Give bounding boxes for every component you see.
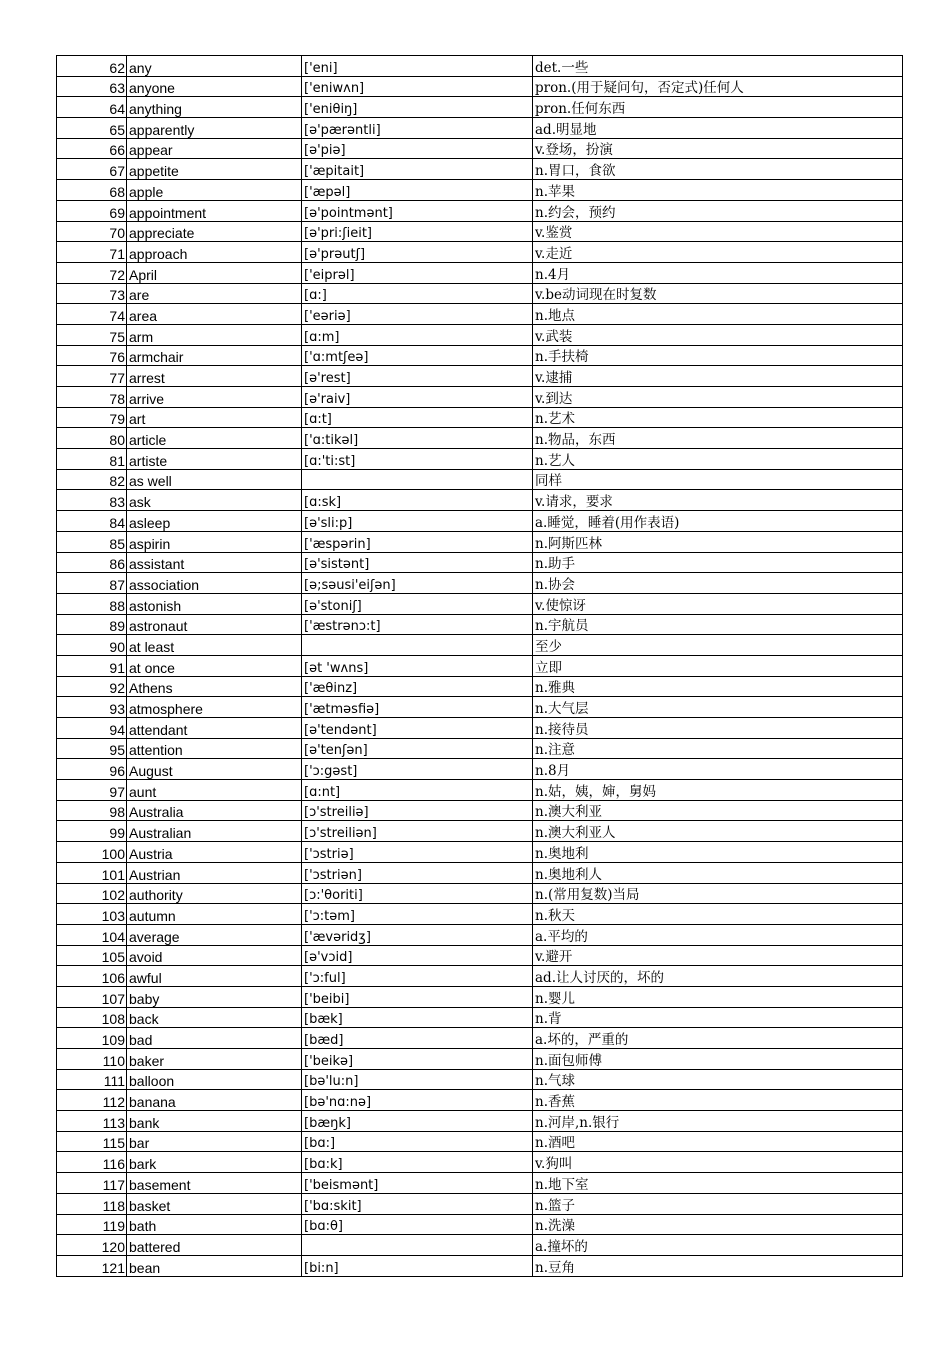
entry-phonetic: ['beikə]: [302, 1049, 533, 1070]
table-row: [57, 138, 903, 159]
entry-phonetic: ['eniθiŋ]: [302, 97, 533, 118]
entry-phonetic: [bɑ:]: [302, 1131, 533, 1152]
entry-phonetic: ['æpəl]: [302, 180, 533, 201]
entry-number: 101: [57, 862, 127, 883]
entry-meaning: a.坏的，严重的: [533, 1028, 903, 1049]
table-row: [57, 324, 903, 345]
entry-meaning: v.狗叫: [533, 1152, 903, 1173]
entry-word: article: [127, 428, 302, 449]
entry-phonetic: ['ɔ:ful]: [302, 966, 533, 987]
entry-word: Athens: [127, 676, 302, 697]
entry-word: appreciate: [127, 221, 302, 242]
entry-phonetic: ['eəriə]: [302, 304, 533, 325]
entry-word: as well: [127, 469, 302, 490]
entry-phonetic: ['ætməsfiə]: [302, 697, 533, 718]
entry-word: bath: [127, 1214, 302, 1235]
entry-word: ask: [127, 490, 302, 511]
table-row: [57, 883, 903, 904]
entry-word: average: [127, 924, 302, 945]
table-row: [57, 738, 903, 759]
entry-phonetic: ['æpitait]: [302, 159, 533, 180]
entry-phonetic: [ɔ'streiliə]: [302, 800, 533, 821]
entry-number: 109: [57, 1028, 127, 1049]
entry-phonetic: [ɔ:'θoriti]: [302, 883, 533, 904]
entry-word: Austrian: [127, 862, 302, 883]
entry-number: 85: [57, 531, 127, 552]
entry-number: 106: [57, 966, 127, 987]
entry-word: astronaut: [127, 614, 302, 635]
entry-word: at once: [127, 655, 302, 676]
entry-word: authority: [127, 883, 302, 904]
table-row: [57, 718, 903, 739]
entry-meaning: n.奥地利: [533, 842, 903, 863]
entry-number: 88: [57, 593, 127, 614]
entry-meaning: a.睡觉，睡着(用作表语): [533, 511, 903, 532]
entry-number: 70: [57, 221, 127, 242]
entry-number: 62: [57, 56, 127, 77]
entry-number: 92: [57, 676, 127, 697]
entry-number: 84: [57, 511, 127, 532]
entry-phonetic: [ə'pri:ʃieit]: [302, 221, 533, 242]
entry-word: aunt: [127, 780, 302, 801]
entry-meaning: n.手扶椅: [533, 345, 903, 366]
entry-meaning: n.豆角: [533, 1255, 903, 1276]
entry-meaning: v.请求，要求: [533, 490, 903, 511]
entry-word: astonish: [127, 593, 302, 614]
entry-word: bad: [127, 1028, 302, 1049]
entry-number: 99: [57, 821, 127, 842]
table-row: [57, 221, 903, 242]
entry-word: bark: [127, 1152, 302, 1173]
entry-phonetic: [ə'rest]: [302, 366, 533, 387]
entry-number: 80: [57, 428, 127, 449]
table-row: [57, 1007, 903, 1028]
table-row: [57, 1173, 903, 1194]
entry-meaning: n.协会: [533, 573, 903, 594]
entry-word: April: [127, 262, 302, 283]
entry-phonetic: ['æθinz]: [302, 676, 533, 697]
entry-word: awful: [127, 966, 302, 987]
entry-meaning: n.秋天: [533, 904, 903, 925]
entry-number: 74: [57, 304, 127, 325]
entry-phonetic: [ɑ:]: [302, 283, 533, 304]
table-row: [57, 159, 903, 180]
entry-number: 87: [57, 573, 127, 594]
entry-word: apparently: [127, 118, 302, 139]
entry-word: assistant: [127, 552, 302, 573]
entry-phonetic: ['ɔstriə]: [302, 842, 533, 863]
table-row: [57, 573, 903, 594]
entry-phonetic: [bæd]: [302, 1028, 533, 1049]
entry-phonetic: [ɑ:sk]: [302, 490, 533, 511]
entry-word: avoid: [127, 945, 302, 966]
entry-word: anyone: [127, 76, 302, 97]
table-row: [57, 862, 903, 883]
table-row: [57, 180, 903, 201]
entry-meaning: v.走近: [533, 242, 903, 263]
entry-word: art: [127, 407, 302, 428]
entry-number: 75: [57, 324, 127, 345]
entry-phonetic: [ɑ:'ti:st]: [302, 449, 533, 470]
entry-word: apple: [127, 180, 302, 201]
vocabulary-table-body: [57, 56, 903, 1277]
entry-number: 93: [57, 697, 127, 718]
entry-phonetic: [ə'pointmənt]: [302, 200, 533, 221]
entry-word: attention: [127, 738, 302, 759]
entry-meaning: a.撞坏的: [533, 1235, 903, 1256]
table-row: [57, 842, 903, 863]
entry-number: 66: [57, 138, 127, 159]
entry-number: 102: [57, 883, 127, 904]
entry-phonetic: [ə'tenʃən]: [302, 738, 533, 759]
entry-word: arrest: [127, 366, 302, 387]
entry-phonetic: ['ɔ:gəst]: [302, 759, 533, 780]
table-row: [57, 449, 903, 470]
entry-number: 103: [57, 904, 127, 925]
table-row: [57, 490, 903, 511]
table-row: [57, 614, 903, 635]
entry-phonetic: [302, 635, 533, 656]
table-row: [57, 759, 903, 780]
entry-meaning: v.逮捕: [533, 366, 903, 387]
table-row: [57, 552, 903, 573]
entry-meaning: n.洗澡: [533, 1214, 903, 1235]
entry-phonetic: [302, 1235, 533, 1256]
table-row: [57, 676, 903, 697]
entry-meaning: n.接待员: [533, 718, 903, 739]
table-row: [57, 407, 903, 428]
entry-word: Austria: [127, 842, 302, 863]
entry-meaning: n.香蕉: [533, 1090, 903, 1111]
entry-number: 83: [57, 490, 127, 511]
entry-number: 86: [57, 552, 127, 573]
entry-word: arrive: [127, 387, 302, 408]
entry-word: association: [127, 573, 302, 594]
table-row: [57, 945, 903, 966]
entry-meaning: det.一些: [533, 56, 903, 77]
entry-meaning: n.助手: [533, 552, 903, 573]
entry-phonetic: [bæŋk]: [302, 1111, 533, 1132]
table-row: [57, 904, 903, 925]
entry-phonetic: [ə'prəutʃ]: [302, 242, 533, 263]
entry-number: 71: [57, 242, 127, 263]
entry-phonetic: [bi:n]: [302, 1255, 533, 1276]
entry-phonetic: [ə'piə]: [302, 138, 533, 159]
entry-meaning: n.雅典: [533, 676, 903, 697]
entry-phonetic: ['bɑ:skit]: [302, 1193, 533, 1214]
entry-number: 76: [57, 345, 127, 366]
entry-meaning: n.地下室: [533, 1173, 903, 1194]
table-row: [57, 1090, 903, 1111]
table-row: [57, 387, 903, 408]
entry-meaning: v.be动词现在时复数: [533, 283, 903, 304]
table-row: [57, 283, 903, 304]
entry-phonetic: ['æspərin]: [302, 531, 533, 552]
entry-number: 111: [57, 1069, 127, 1090]
entry-word: baby: [127, 986, 302, 1007]
entry-phonetic: ['ævəridʒ]: [302, 924, 533, 945]
table-row: [57, 345, 903, 366]
entry-word: Australian: [127, 821, 302, 842]
entry-number: 98: [57, 800, 127, 821]
table-row: [57, 531, 903, 552]
entry-number: 94: [57, 718, 127, 739]
entry-number: 90: [57, 635, 127, 656]
table-row: [57, 1069, 903, 1090]
entry-word: battered: [127, 1235, 302, 1256]
entry-number: 120: [57, 1235, 127, 1256]
table-row: [57, 986, 903, 1007]
entry-word: arm: [127, 324, 302, 345]
entry-number: 113: [57, 1111, 127, 1132]
entry-number: 91: [57, 655, 127, 676]
entry-number: 110: [57, 1049, 127, 1070]
entry-word: approach: [127, 242, 302, 263]
entry-word: asleep: [127, 511, 302, 532]
entry-number: 105: [57, 945, 127, 966]
entry-phonetic: [ɑ:t]: [302, 407, 533, 428]
table-row: [57, 1214, 903, 1235]
entry-meaning: n.澳大利亚: [533, 800, 903, 821]
entry-word: back: [127, 1007, 302, 1028]
table-row: [57, 200, 903, 221]
entry-meaning: n.艺术: [533, 407, 903, 428]
entry-phonetic: [ə'sistənt]: [302, 552, 533, 573]
entry-meaning: v.使惊讶: [533, 593, 903, 614]
table-row: [57, 1028, 903, 1049]
entry-word: appear: [127, 138, 302, 159]
table-row: [57, 1235, 903, 1256]
entry-meaning: n.4月: [533, 262, 903, 283]
entry-meaning: n.(常用复数)当局: [533, 883, 903, 904]
entry-number: 81: [57, 449, 127, 470]
entry-meaning: n.物品，东西: [533, 428, 903, 449]
table-row: [57, 1131, 903, 1152]
table-row: [57, 697, 903, 718]
entry-phonetic: [ə'vɔid]: [302, 945, 533, 966]
entry-phonetic: [bə'lu:n]: [302, 1069, 533, 1090]
entry-meaning: n.澳大利亚人: [533, 821, 903, 842]
entry-phonetic: ['ɔ:təm]: [302, 904, 533, 925]
entry-meaning: ad.明显地: [533, 118, 903, 139]
entry-word: basket: [127, 1193, 302, 1214]
entry-number: 117: [57, 1173, 127, 1194]
entry-phonetic: ['eniwʌn]: [302, 76, 533, 97]
table-row: [57, 1255, 903, 1276]
table-row: [57, 655, 903, 676]
entry-number: 121: [57, 1255, 127, 1276]
entry-meaning: n.篮子: [533, 1193, 903, 1214]
entry-phonetic: ['ɔstriən]: [302, 862, 533, 883]
entry-phonetic: [ət 'wʌns]: [302, 655, 533, 676]
entry-word: area: [127, 304, 302, 325]
entry-phonetic: [ɔ'streiliən]: [302, 821, 533, 842]
entry-number: 79: [57, 407, 127, 428]
entry-meaning: n.苹果: [533, 180, 903, 201]
table-row: [57, 821, 903, 842]
entry-word: autumn: [127, 904, 302, 925]
entry-meaning: n.艺人: [533, 449, 903, 470]
table-row: [57, 800, 903, 821]
entry-meaning: v.鉴赏: [533, 221, 903, 242]
entry-meaning: a.平均的: [533, 924, 903, 945]
entry-phonetic: ['ɑ:tikəl]: [302, 428, 533, 449]
entry-number: 82: [57, 469, 127, 490]
entry-number: 63: [57, 76, 127, 97]
entry-number: 89: [57, 614, 127, 635]
entry-meaning: n.河岸,n.银行: [533, 1111, 903, 1132]
entry-number: 67: [57, 159, 127, 180]
entry-meaning: n.约会，预约: [533, 200, 903, 221]
entry-phonetic: [bɑ:θ]: [302, 1214, 533, 1235]
entry-number: 100: [57, 842, 127, 863]
entry-meaning: v.到达: [533, 387, 903, 408]
entry-meaning: 同样: [533, 469, 903, 490]
entry-phonetic: [ə'raiv]: [302, 387, 533, 408]
entry-meaning: pron.任何东西: [533, 97, 903, 118]
entry-phonetic: ['beibi]: [302, 986, 533, 1007]
table-row: [57, 924, 903, 945]
entry-word: atmosphere: [127, 697, 302, 718]
entry-meaning: n.气球: [533, 1069, 903, 1090]
table-row: [57, 1193, 903, 1214]
entry-phonetic: [ə;səusi'eiʃən]: [302, 573, 533, 594]
entry-phonetic: [bæk]: [302, 1007, 533, 1028]
table-row: [57, 780, 903, 801]
entry-number: 78: [57, 387, 127, 408]
entry-number: 115: [57, 1131, 127, 1152]
entry-phonetic: [302, 469, 533, 490]
table-row: [57, 76, 903, 97]
table-row: [57, 1152, 903, 1173]
table-row: [57, 469, 903, 490]
entry-phonetic: ['eni]: [302, 56, 533, 77]
entry-number: 95: [57, 738, 127, 759]
entry-number: 107: [57, 986, 127, 1007]
entry-number: 116: [57, 1152, 127, 1173]
entry-number: 119: [57, 1214, 127, 1235]
entry-number: 112: [57, 1090, 127, 1111]
entry-word: banana: [127, 1090, 302, 1111]
entry-number: 64: [57, 97, 127, 118]
entry-phonetic: [ɑ:nt]: [302, 780, 533, 801]
entry-phonetic: [bə'nɑ:nə]: [302, 1090, 533, 1111]
entry-phonetic: ['ɑ:mtʃeə]: [302, 345, 533, 366]
entry-phonetic: [ɑ:m]: [302, 324, 533, 345]
entry-word: bar: [127, 1131, 302, 1152]
entry-word: appetite: [127, 159, 302, 180]
table-row: [57, 428, 903, 449]
table-row: [57, 262, 903, 283]
entry-meaning: n.阿斯匹林: [533, 531, 903, 552]
table-row: [57, 56, 903, 77]
table-row: [57, 366, 903, 387]
entry-word: August: [127, 759, 302, 780]
entry-phonetic: ['eiprəl]: [302, 262, 533, 283]
entry-word: anything: [127, 97, 302, 118]
entry-meaning: v.武装: [533, 324, 903, 345]
entry-meaning: n.宇航员: [533, 614, 903, 635]
entry-meaning: n.酒吧: [533, 1131, 903, 1152]
entry-meaning: n.婴儿: [533, 986, 903, 1007]
entry-meaning: 立即: [533, 655, 903, 676]
vocabulary-table: [56, 55, 903, 1277]
table-row: [57, 511, 903, 532]
entry-word: artiste: [127, 449, 302, 470]
entry-meaning: n.地点: [533, 304, 903, 325]
entry-number: 68: [57, 180, 127, 201]
entry-number: 69: [57, 200, 127, 221]
entry-number: 108: [57, 1007, 127, 1028]
entry-word: basement: [127, 1173, 302, 1194]
entry-number: 96: [57, 759, 127, 780]
entry-phonetic: [bɑ:k]: [302, 1152, 533, 1173]
entry-phonetic: ['beismənt]: [302, 1173, 533, 1194]
table-row: [57, 97, 903, 118]
entry-phonetic: [ə'stoniʃ]: [302, 593, 533, 614]
entry-word: appointment: [127, 200, 302, 221]
entry-number: 72: [57, 262, 127, 283]
entry-number: 73: [57, 283, 127, 304]
entry-meaning: n.8月: [533, 759, 903, 780]
entry-number: 104: [57, 924, 127, 945]
entry-word: bank: [127, 1111, 302, 1132]
entry-meaning: pron.(用于疑问句，否定式)任何人: [533, 76, 903, 97]
entry-meaning: n.姑，姨，婶，舅妈: [533, 780, 903, 801]
entry-meaning: v.避开: [533, 945, 903, 966]
entry-word: Australia: [127, 800, 302, 821]
entry-phonetic: [ə'sli:p]: [302, 511, 533, 532]
entry-phonetic: [ə'tendənt]: [302, 718, 533, 739]
entry-number: 97: [57, 780, 127, 801]
table-row: [57, 1049, 903, 1070]
entry-word: attendant: [127, 718, 302, 739]
entry-meaning: v.登场，扮演: [533, 138, 903, 159]
table-row: [57, 593, 903, 614]
entry-number: 77: [57, 366, 127, 387]
entry-phonetic: [ə'pærəntli]: [302, 118, 533, 139]
table-row: [57, 1111, 903, 1132]
entry-meaning: n.大气层: [533, 697, 903, 718]
entry-word: are: [127, 283, 302, 304]
entry-word: baker: [127, 1049, 302, 1070]
entry-meaning: n.背: [533, 1007, 903, 1028]
entry-word: aspirin: [127, 531, 302, 552]
entry-meaning: n.注意: [533, 738, 903, 759]
entry-meaning: n.面包师傅: [533, 1049, 903, 1070]
entry-word: bean: [127, 1255, 302, 1276]
entry-phonetic: ['æstrənɔ:t]: [302, 614, 533, 635]
table-row: [57, 304, 903, 325]
entry-word: armchair: [127, 345, 302, 366]
entry-word: any: [127, 56, 302, 77]
entry-meaning: 至少: [533, 635, 903, 656]
entry-word: balloon: [127, 1069, 302, 1090]
entry-meaning: ad.让人讨厌的，坏的: [533, 966, 903, 987]
table-row: [57, 966, 903, 987]
table-row: [57, 118, 903, 139]
entry-meaning: n.胃口，食欲: [533, 159, 903, 180]
entry-number: 118: [57, 1193, 127, 1214]
table-row: [57, 635, 903, 656]
table-row: [57, 242, 903, 263]
entry-word: at least: [127, 635, 302, 656]
entry-meaning: n.奥地利人: [533, 862, 903, 883]
entry-number: 65: [57, 118, 127, 139]
